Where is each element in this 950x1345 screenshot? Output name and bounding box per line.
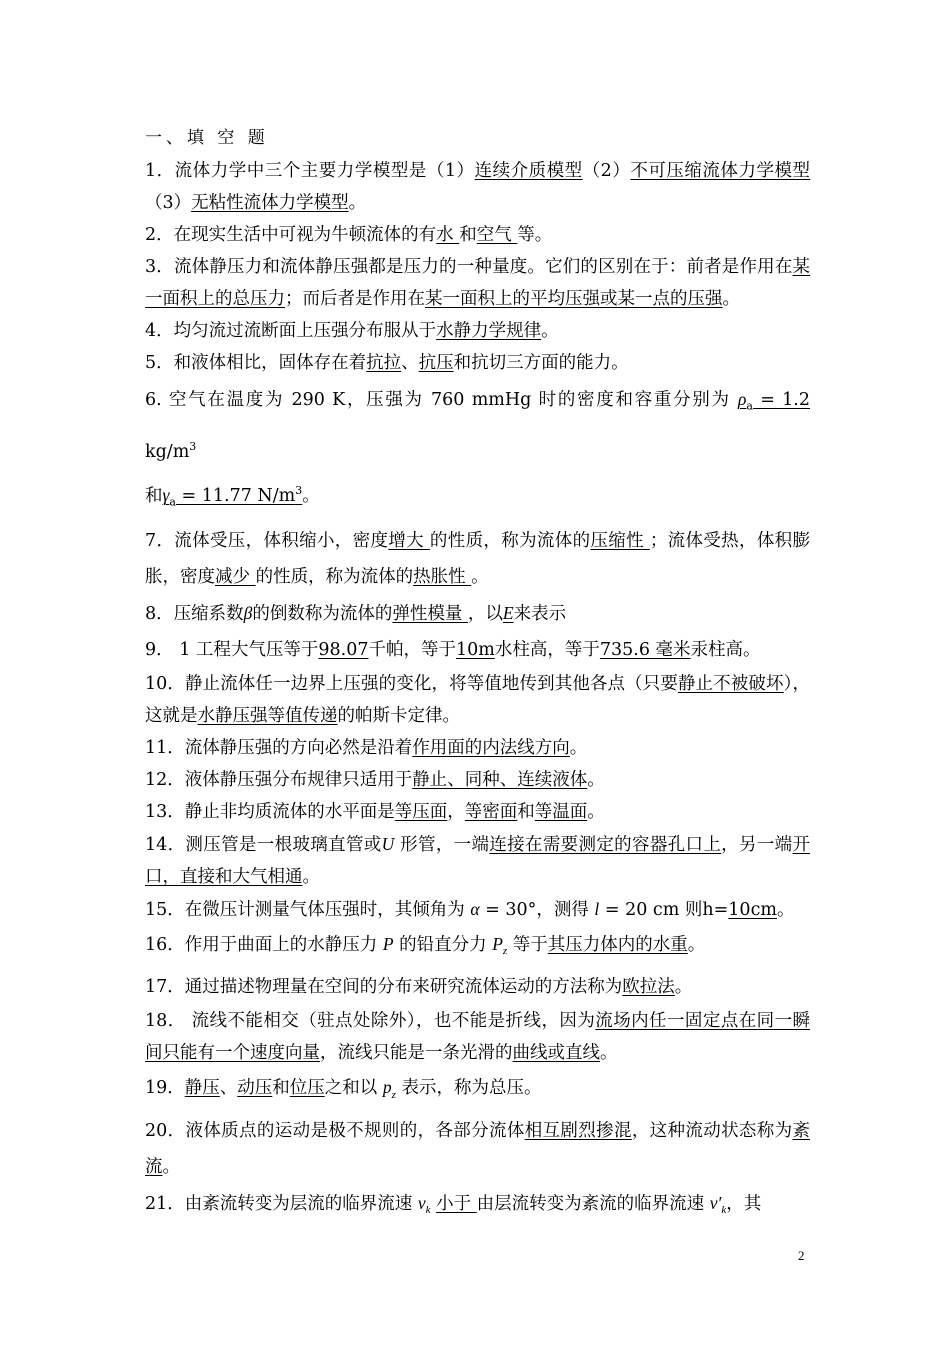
answer-blank: 增大: [388, 530, 430, 551]
question-text: 。: [674, 977, 693, 998]
answer-blank: γ: [162, 485, 170, 506]
question-text: 的铅直分力: [393, 934, 493, 955]
answer-blank: 相互剧烈掺混: [524, 1120, 632, 1141]
question-text: 。: [569, 737, 588, 758]
answer-blank: 弹性模量: [392, 603, 468, 624]
question-text: 。: [471, 566, 489, 587]
question-text: 4．均匀流过流断面上压强分布服从于: [145, 321, 437, 341]
question-text: 3．流体静压力和流体静压强都是压力的一种量度。它们的区别在于：前者是作用在: [145, 257, 793, 277]
answer-blank: 欧拉法: [622, 977, 675, 998]
question-text: 。: [587, 801, 605, 822]
question-13: [145, 764, 810, 796]
question-text: 13．静止非均质流体的水平面是: [145, 801, 395, 822]
question-text: 来表示: [513, 603, 567, 624]
question-text: α: [470, 898, 480, 919]
question-text: 14．测压管是一根玻璃直管或: [145, 834, 382, 855]
question-text: 7．流体受压，体积缩小，密度: [145, 530, 389, 551]
question-text: ，另一端: [721, 834, 793, 855]
question-text: v′: [709, 1192, 722, 1213]
question-text: 由层流转变为紊流的临界流速: [476, 1193, 710, 1214]
question-11: [145, 668, 810, 732]
answer-blank: 静止不被破坏: [677, 673, 784, 694]
question-18: [145, 969, 810, 1005]
question-text: p: [382, 1077, 392, 1098]
question-text: 表示，称为总压。: [395, 1078, 542, 1099]
question-text: U: [381, 833, 395, 854]
question-text: 和: [145, 486, 163, 507]
answer-blank: 连接在需要测定的容器孔口上: [489, 834, 722, 855]
question-text: P: [382, 933, 394, 954]
answer-blank: 减少: [215, 566, 256, 587]
question-text: 。: [587, 769, 605, 790]
question-10: [145, 632, 810, 668]
question-text: 的倒数称为流体的: [252, 603, 393, 624]
question-text: β: [243, 602, 253, 623]
question-text: 20．液体质点的运动是极不规则的，各部分流体: [145, 1120, 525, 1141]
answer-blank: 连续介质模型: [474, 161, 583, 181]
answer-blank: 某一面积上的总压力: [145, 257, 810, 309]
question-text: 2．在现实生活中可视为牛顿流体的有: [145, 225, 437, 245]
answer-blank: a: [169, 495, 176, 509]
question-text: 。: [687, 934, 706, 955]
question-text: 和: [459, 225, 477, 245]
answer-blank: a: [746, 399, 753, 413]
question-text: 8．压缩系数: [145, 603, 244, 624]
question-21: [145, 1113, 810, 1185]
answer-blank: 其压力体内的水重: [547, 934, 688, 955]
question-2: [145, 219, 810, 251]
answer-blank: 动压: [237, 1078, 273, 1099]
question-text: ），这就是: [145, 673, 810, 726]
answer-blank: 位压: [289, 1078, 325, 1099]
answer-blank: 3: [295, 484, 303, 498]
question-text: ，以: [467, 603, 503, 624]
answer-blank: 水: [436, 225, 460, 245]
question-text: 5．和液体相比，固体存在着: [145, 353, 367, 373]
answer-blank: 抗拉: [366, 353, 402, 373]
question-text: 11．流体静压强的方向必然是沿着: [145, 737, 413, 758]
answer-blank: 压缩性: [590, 530, 650, 551]
question-text: k: [425, 1204, 431, 1217]
question-text: 16．作用于曲面上的水静压力: [145, 934, 383, 955]
question-5: [145, 347, 810, 379]
answer-blank: 开口，直接和大气相通: [145, 834, 811, 887]
answer-blank: 紊流: [145, 1120, 810, 1177]
question-17: [145, 926, 810, 970]
question-text: ，这种流动状态称为: [631, 1120, 793, 1141]
answer-blank: 无粘性流体力学模型: [191, 193, 349, 213]
question-text: 水柱高，等于: [494, 639, 600, 660]
answer-blank: 98.07: [318, 639, 369, 660]
question-text: 形管，一端: [394, 834, 490, 855]
question-text: （2）: [582, 161, 631, 181]
question-8: [145, 523, 810, 595]
question-22: [145, 1185, 810, 1229]
question-text: 。: [776, 899, 795, 920]
question-text: P: [492, 933, 503, 954]
question-text: 、: [219, 1078, 238, 1099]
answer-blank: = 1.2: [752, 390, 810, 410]
answer-blank: 735.6 毫米: [599, 639, 691, 660]
question-text: 10．静止流体任一边界上压强的变化，将等值地传到其他各点（只要: [145, 673, 678, 694]
question-16: [145, 893, 810, 926]
question-7: [145, 471, 810, 522]
question-4: [145, 315, 810, 347]
question-text: 9． 1 工程大气压等于: [145, 639, 319, 660]
question-text: ，: [447, 801, 465, 822]
question-text: 的帕斯卡定律。: [337, 705, 460, 726]
question-text: 等于: [507, 934, 548, 955]
question-text: ；流体受热，体积膨胀，密度: [145, 530, 811, 587]
answer-blank: 等压面: [394, 801, 448, 822]
question-text: 17．通过描述物理量在空间的分布来研究流体运动的方法称为: [145, 977, 623, 998]
question-14: [145, 796, 810, 828]
question-text: kg/m: [145, 441, 190, 462]
answer-blank: 流场内任一固定点在同一瞬间只能有一个速度向量: [145, 1011, 810, 1064]
answer-blank: 小于: [436, 1193, 477, 1214]
question-15: [145, 828, 810, 893]
answer-blank: 静止、同种、连续液体: [412, 769, 588, 790]
answer-blank: E: [502, 602, 514, 623]
question-text: 的性质，称为流体的: [429, 530, 591, 551]
question-text: ，其: [726, 1193, 762, 1214]
question-text: 千帕，等于: [368, 639, 457, 660]
answer-blank: 水静压强等值传递: [197, 705, 338, 726]
question-text: 1．流体力学中三个主要力学模型是（1）: [145, 161, 475, 181]
question-text: 等。: [517, 225, 553, 245]
question-text: （3）: [145, 193, 192, 213]
answer-blank: 曲线或直线: [512, 1043, 600, 1064]
question-text: 的性质，称为流体的: [255, 566, 414, 587]
question-6: [145, 379, 810, 471]
question-12: [145, 732, 810, 764]
answer-blank: 等密面: [464, 801, 518, 822]
question-text: 21．由紊流转变为层流的临界流速: [145, 1193, 418, 1214]
question-1: [145, 155, 810, 219]
question-text: = 30°，测得: [479, 899, 595, 920]
question-text: 。: [302, 866, 320, 887]
question-text: l: [594, 898, 600, 919]
question-text: 6. 空气在温度为 290 K，压强为 760 mmHg 时的密度和容重分别为: [145, 390, 738, 410]
question-text: ；而后者是作用在: [285, 289, 425, 309]
section-heading: 一、填 空 题: [145, 128, 269, 148]
answer-blank: 热胀性: [413, 566, 472, 587]
answer-blank: 水静力学规律: [436, 321, 542, 341]
question-text: 和: [272, 1078, 290, 1099]
content-area: [145, 122, 810, 1228]
question-text: 。: [722, 289, 740, 309]
question-3: [145, 251, 810, 315]
answer-blank: 空气: [476, 225, 518, 245]
question-text: 12．液体静压强分布规律只适用于: [145, 769, 413, 790]
question-text: 19．: [145, 1078, 185, 1099]
question-text: 15．在微压计测量气体压强时，其倾角为: [145, 899, 471, 920]
question-text: 、: [401, 353, 419, 373]
question-text: 3: [189, 439, 197, 453]
answer-blank: 某一面积上的平均压强或某一点的压强: [425, 289, 723, 309]
question-text: 18． 流线不能相交（驻点处除外），也不能是折线，因为: [145, 1011, 596, 1032]
question-text: 。: [600, 1043, 618, 1064]
answer-blank: 10cm: [728, 899, 777, 920]
question-20: [145, 1069, 810, 1113]
question-text: z: [391, 1088, 396, 1101]
question-text: 之和以: [324, 1078, 383, 1099]
question-text: = 20 cm 则h=: [599, 899, 729, 920]
question-text: z: [502, 945, 508, 958]
answer-blank: 静压: [184, 1078, 220, 1099]
question-text: 。: [348, 193, 367, 213]
page-number: 2: [798, 1248, 805, 1263]
question-text: 汞柱高。: [690, 639, 761, 660]
question-text: k: [721, 1204, 727, 1217]
question-text: 。: [162, 1156, 180, 1177]
answer-blank: ρ: [737, 389, 747, 409]
question-text: 。: [302, 486, 320, 507]
question-text: 和抗切三方面的能力。: [453, 353, 629, 373]
answer-blank: 等温面: [534, 801, 588, 822]
question-text: 。: [541, 321, 559, 341]
answer-blank: 不可压缩流体力学模型: [630, 161, 810, 181]
question-9: [145, 595, 810, 632]
answer-blank: = 11.77 N/m: [175, 486, 296, 507]
question-text: 和: [517, 801, 535, 822]
answer-blank: 10m: [456, 639, 495, 660]
answer-blank: 抗压: [418, 353, 454, 373]
answer-blank: 作用面的内法线方向: [412, 737, 570, 758]
question-text: ，流线只能是一条光滑的: [320, 1043, 513, 1064]
question-19: [145, 1005, 810, 1069]
question-list: [145, 155, 810, 1228]
question-text: v: [417, 1192, 426, 1213]
